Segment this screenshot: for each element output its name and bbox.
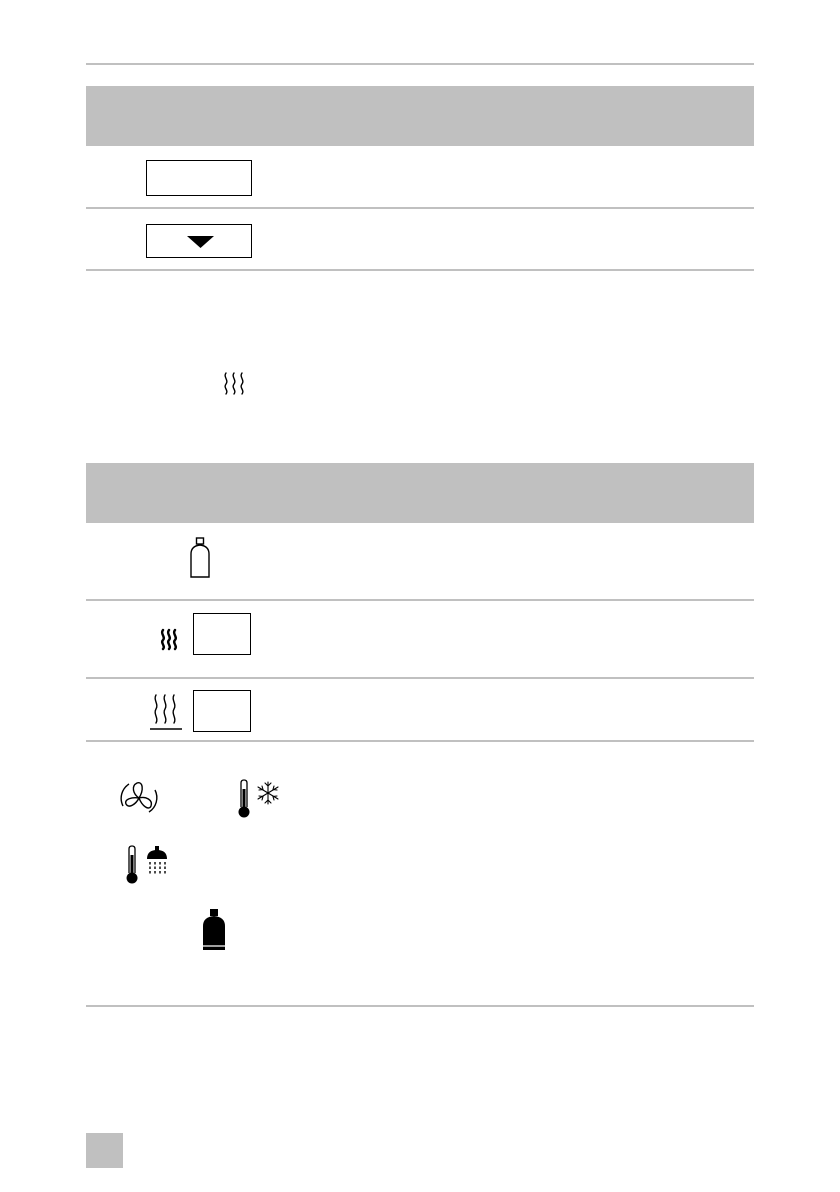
triangle-down-icon: [147, 225, 251, 257]
heat-waves-icon: [223, 371, 247, 395]
gray-square-icon: [86, 1133, 123, 1168]
table-1-row-divider: [86, 207, 754, 209]
table-1-bottom-rule: [86, 269, 754, 271]
thermometer-shower-icon: [125, 845, 171, 885]
table-2-row-divider-1: [86, 599, 754, 601]
empty-button-icon: [146, 160, 252, 196]
thermometer-snowflake-icon: [237, 779, 283, 819]
table-1-header: [86, 86, 754, 146]
gas-bottle-filled-icon: [201, 908, 227, 952]
table-2-header: [86, 463, 754, 523]
table-2-bottom-rule: [86, 740, 754, 742]
display-box-2: [193, 690, 251, 732]
section-bottom-rule: [86, 1005, 754, 1007]
fan-icon: [119, 778, 159, 818]
bold-heat-waves-icon: [159, 628, 179, 650]
down-arrow-button-icon: [146, 224, 252, 258]
top-rule: [86, 63, 754, 65]
heat-waves-base-icon: [149, 693, 183, 733]
gas-bottle-outline-icon: [188, 537, 212, 579]
display-box-1: [193, 613, 251, 655]
table-2-row-divider-2: [86, 677, 754, 679]
